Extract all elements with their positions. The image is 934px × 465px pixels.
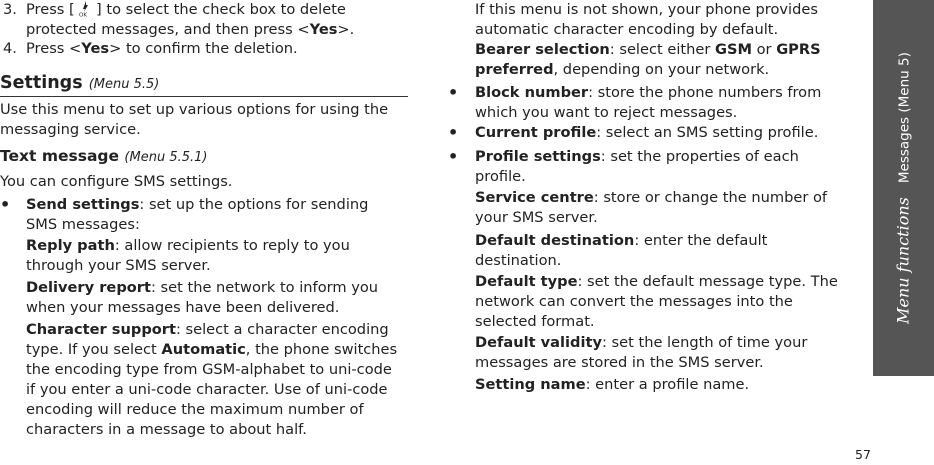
item-label: Send settings: [26, 196, 140, 213]
item-text: through your SMS server.: [26, 257, 211, 274]
item-text: the encoding type from GSM-alphabet to uni-code: [26, 361, 392, 378]
text-message-title: Text message: [0, 147, 120, 165]
item-text: profile.: [475, 168, 526, 185]
item-label: Default destination: [475, 232, 635, 249]
settings-menu-number: (Menu 5.5): [88, 77, 160, 92]
bullet: •: [448, 147, 459, 166]
character-support-item: [26, 320, 397, 440]
item-label: Delivery report: [26, 279, 151, 296]
text-message-intro: You can configure SMS settings.: [0, 173, 233, 190]
ok-key-icon: [79, 0, 91, 17]
item-text: when your messages have been delivered.: [26, 299, 340, 316]
item-text: characters in a message to about half.: [26, 421, 307, 438]
item-text: : set the network to inform you: [150, 279, 379, 296]
gsm-option: GSM: [714, 41, 752, 58]
step-text: Press <: [26, 40, 82, 57]
settings-heading: [0, 73, 159, 95]
setting-name-item: [475, 375, 749, 395]
item-text: : select an SMS setting profile.: [596, 124, 819, 141]
item-text: : allow recipients to reply to you: [114, 237, 350, 254]
item-text: : set the default message type. The: [577, 273, 838, 290]
step-text: >.: [337, 21, 355, 38]
bullet: •: [0, 195, 11, 214]
yes-key: Yes: [81, 40, 110, 57]
item-label: Service centre: [475, 189, 594, 206]
note-line: automatic character encoding by default.: [475, 21, 779, 38]
text-message-heading: [0, 146, 207, 168]
delivery-report-item: [26, 278, 378, 318]
item-label: Block number: [475, 84, 589, 101]
auto-encoding-note: [475, 0, 818, 40]
menu-functions-label: Menu functions: [893, 197, 912, 324]
item-label: Setting name: [475, 376, 586, 393]
item-text: if you enter a uni-code character. Use of uni-code: [26, 381, 388, 398]
desc-line: messaging service.: [0, 121, 141, 138]
automatic-option: Automatic: [161, 341, 246, 358]
step-text: Press [: [26, 1, 75, 18]
item-text: , the phone switches: [245, 341, 398, 358]
item-text: which you want to reject messages.: [475, 104, 738, 121]
step-text: protected messages, and then press <: [26, 21, 310, 38]
heading-divider: [0, 96, 408, 97]
item-text: : enter a profile name.: [585, 376, 750, 393]
item-text: encoding will reduce the maximum number of: [26, 401, 364, 418]
item-text: destination.: [475, 252, 562, 269]
item-text: selected format.: [475, 313, 595, 330]
default-destination-item: [475, 231, 767, 271]
svg-text:OK: OK: [79, 12, 88, 17]
default-validity-item: [475, 333, 807, 373]
item-text: : store or change the number of: [593, 189, 828, 206]
step-number: 4.: [3, 40, 17, 57]
default-type-item: [475, 272, 838, 332]
page-number: 57: [855, 447, 871, 462]
item-label: Reply path: [26, 237, 115, 254]
item-label: Profile settings: [475, 148, 601, 165]
settings-description: [0, 100, 388, 140]
item-label: Default type: [475, 273, 578, 290]
item-text: : set up the options for sending: [139, 196, 369, 213]
item-label: Bearer selection: [475, 41, 610, 58]
bearer-selection-item: [475, 40, 821, 80]
desc-line: Use this menu to set up various options for using the: [0, 101, 389, 118]
item-text: type. If you select: [26, 341, 162, 358]
service-centre-item: [475, 188, 827, 228]
preferred-option: preferred: [475, 61, 554, 78]
gprs-option: GPRS: [776, 41, 821, 58]
item-text: : enter the default: [634, 232, 768, 249]
item-text: : select a character encoding: [175, 321, 389, 338]
note-line: If this menu is not shown, your phone provides: [475, 1, 818, 18]
item-text: , depending on your network.: [553, 61, 770, 78]
step-text: ] to select the check box to delete: [96, 1, 346, 18]
item-text: SMS messages:: [26, 216, 140, 233]
step-text: > to confirm the deletion.: [109, 40, 298, 57]
bullet: •: [448, 83, 459, 102]
item-text: network can convert the messages into the: [475, 293, 793, 310]
item-text: or: [751, 41, 777, 58]
text-message-menu-number: (Menu 5.5.1): [124, 150, 208, 165]
item-label: Current profile: [475, 124, 597, 141]
item-text: : set the length of time your: [601, 334, 808, 351]
step-number: 3.: [3, 1, 17, 18]
item-text: : set the properties of each: [600, 148, 799, 165]
side-tab-text: [893, 52, 914, 324]
item-text: messages are stored in the SMS server.: [475, 354, 764, 371]
section-side-tab: [873, 0, 934, 376]
item-text: your SMS server.: [475, 209, 598, 226]
item-text: : store the phone numbers from: [588, 84, 822, 101]
reply-path-item: [26, 236, 350, 276]
yes-key: Yes: [309, 21, 338, 38]
item-label: Character support: [26, 321, 176, 338]
bullet: •: [448, 123, 459, 142]
item-label: Default validity: [475, 334, 602, 351]
settings-title: Settings: [0, 73, 83, 93]
messages-menu-label: Messages (Menu 5): [896, 52, 912, 184]
item-text: : select either: [609, 41, 715, 58]
